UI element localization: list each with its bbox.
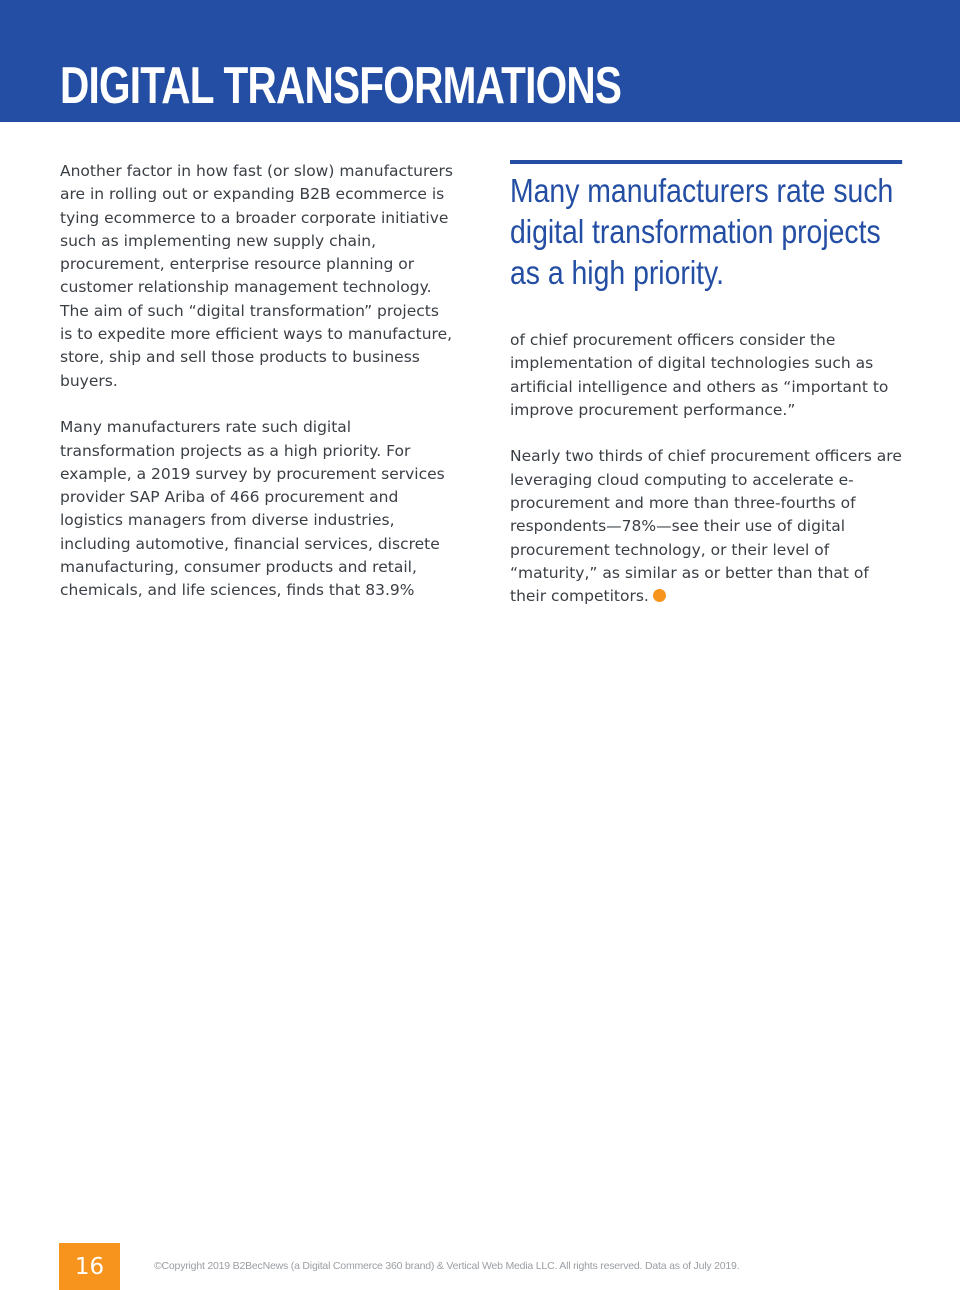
body-paragraph: of chief procurement officers consider the implementation of digital technologies such as artificial intelligence and others as “important to improve procurement performance.” (510, 331, 889, 419)
body-paragraph (510, 445, 902, 608)
page-title: DIGITAL TRANSFORMATIONS (60, 57, 622, 115)
header-band (0, 0, 960, 122)
end-of-article-dot-icon (653, 589, 666, 602)
right-column (510, 160, 902, 632)
page-number: 16 (59, 1243, 120, 1290)
copyright-notice: ©Copyright 2019 B2BecNews (a Digital Commerce 360 brand) & Vertical Web Media LLC. All rights reserved. Data as of July 2019. (154, 1260, 740, 1272)
body-paragraph: Many manufacturers rate such digital transformation projects as a high priority. For example, a 2019 survey by procurement services provider SAP Ariba of 466 procurement and logistics managers from diverse industries, including automotive, financial services, discrete manufacturing, consumer products and retail, chemicals, and life sciences, finds that 83.9% (60, 418, 445, 600)
pull-quote: Many manufacturers rate such digital transformation projects as a high priority. (510, 160, 902, 293)
body-paragraph: Another factor in how fast (or slow) manufacturers are in rolling out or expanding B2B ecommerce is tying ecommerce to a broader corporate initiative such as implementing new supply chain, procurement, enterprise resource planning or customer relationship management technology. The aim of such “digital transformation” projects is to expedite more efficient ways to manufacture, store, ship and sell those products to business buyers. (60, 162, 453, 390)
left-column (60, 160, 454, 626)
body-paragraph-text: Nearly two thirds of chief procurement officers are leveraging cloud computing to accelerate e-procurement and more than three-fourths of respondents—78%—see their use of digital procurement technology, or their level of “maturity,” as similar as or better than that of their competitors. (510, 447, 902, 606)
